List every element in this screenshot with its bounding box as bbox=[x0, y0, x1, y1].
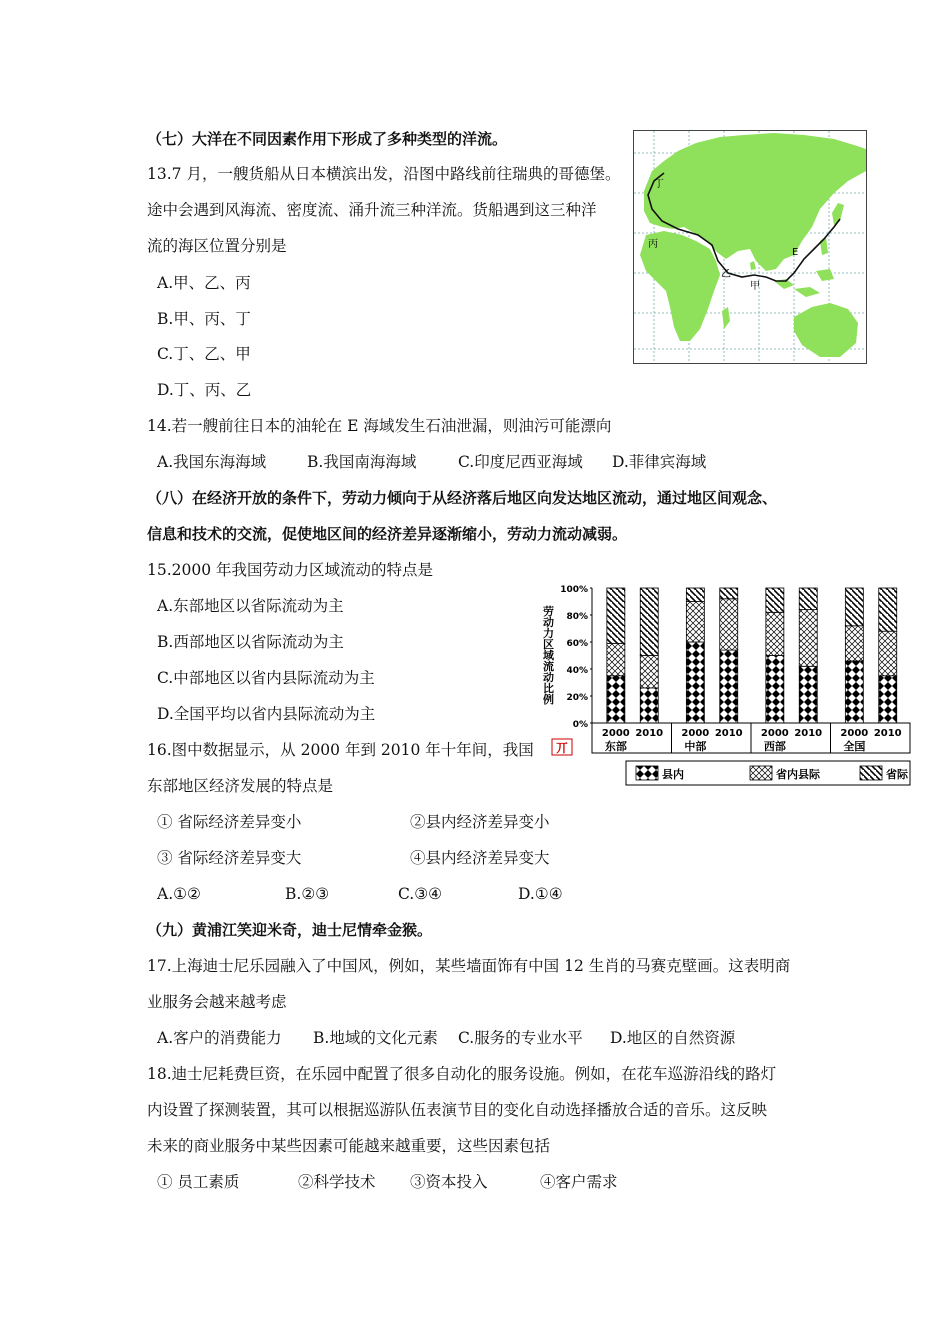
y-axis-title: 劳动力区域流动比例 bbox=[541, 605, 555, 705]
bar-segment bbox=[720, 588, 738, 599]
q15-option-b: B.西部地区以省际流动为主 bbox=[157, 633, 344, 651]
bar-segment bbox=[720, 599, 738, 650]
x-year-label: 2010 bbox=[794, 728, 823, 739]
q14-option-d: D.菲律宾海域 bbox=[612, 453, 707, 471]
q16-option-b: B.②③ bbox=[285, 885, 330, 903]
section9-heading: （九）黄浦江笑迎米奇，迪士尼情牵金猴。 bbox=[147, 921, 433, 939]
bar-segment bbox=[879, 631, 897, 676]
labor-flow-chart-svg bbox=[540, 578, 915, 790]
bar-segment bbox=[640, 688, 658, 723]
q14-option-b: B.我国南海海域 bbox=[307, 453, 417, 471]
bar-segment bbox=[845, 661, 863, 723]
bar-segment bbox=[766, 656, 784, 724]
q15-stem: 15.2000 年我国劳动力区域流动的特点是 bbox=[147, 561, 434, 579]
y-tick-label: 80% bbox=[566, 612, 588, 622]
q17-option-d: D.地区的自然资源 bbox=[610, 1029, 736, 1047]
bar-segment bbox=[845, 588, 863, 626]
bar-segment bbox=[879, 588, 897, 631]
q18-item-1: ① 员工素质 bbox=[157, 1173, 240, 1191]
q16-option-d: D.①④ bbox=[518, 885, 563, 903]
bar-segment bbox=[766, 588, 784, 612]
bar-segment bbox=[686, 602, 704, 643]
q16-item-1: ① 省际经济差异变小 bbox=[157, 813, 302, 831]
q13-line3: 流的海区位置分别是 bbox=[147, 237, 287, 255]
bar-segment bbox=[799, 666, 817, 723]
legend-swatch bbox=[750, 766, 772, 780]
q15-option-d: D.全国平均以省内县际流动为主 bbox=[157, 705, 376, 723]
x-group-label: 全国 bbox=[843, 740, 866, 753]
q13-line1: 13.7 月，一艘货船从日本横滨出发，沿图中路线前往瑞典的哥德堡。 bbox=[147, 165, 621, 183]
bar-segment bbox=[799, 610, 817, 667]
bar-segment bbox=[607, 676, 625, 723]
q13-option-c: C.丁、乙、甲 bbox=[157, 345, 251, 363]
q13-option-b: B.甲、丙、丁 bbox=[157, 310, 251, 328]
q18-item-4: ④客户需求 bbox=[540, 1173, 618, 1191]
x-year-label: 2000 bbox=[760, 728, 789, 739]
q18-item-3: ③资本投入 bbox=[410, 1173, 488, 1191]
bar-segment bbox=[766, 612, 784, 655]
y-tick-label: 40% bbox=[566, 666, 588, 676]
x-year-label: 2000 bbox=[840, 728, 869, 739]
q17-option-c: C.服务的专业水平 bbox=[458, 1029, 583, 1047]
x-year-label: 2000 bbox=[681, 728, 710, 739]
map-label-bing: 丙 bbox=[648, 239, 658, 250]
q16-item-2: ②县内经济差异变小 bbox=[410, 813, 550, 831]
y-tick-label: 100% bbox=[560, 585, 588, 595]
legend-swatch bbox=[860, 766, 882, 780]
map-label-e: E bbox=[792, 247, 799, 258]
q18-line2: 内设置了探测装置，其可以根据巡游队伍表演节目的变化自动选择播放合适的音乐。这反映 bbox=[147, 1101, 768, 1119]
bar-segment bbox=[720, 650, 738, 723]
section8-heading-line2: 信息和技术的交流，促使地区间的经济差异逐渐缩小，劳动力流动减弱。 bbox=[147, 525, 628, 543]
y-tick-label: 60% bbox=[566, 639, 588, 649]
y-tick-label: 20% bbox=[566, 693, 588, 703]
legend-label: 省际 bbox=[886, 768, 908, 781]
q15-option-a: A.东部地区以省际流动为主 bbox=[157, 597, 344, 615]
section7-heading: （七）大洋在不同因素作用下形成了多种类型的洋流。 bbox=[147, 130, 508, 148]
bar-segment bbox=[640, 588, 658, 656]
ocean-route-map bbox=[633, 130, 867, 364]
q13-option-a: A.甲、乙、丙 bbox=[157, 274, 251, 292]
map-svg bbox=[634, 131, 866, 363]
x-group-label: 东部 bbox=[604, 740, 627, 753]
map-label-ding: 丁 bbox=[654, 179, 664, 190]
corner-label: 丌 bbox=[555, 741, 569, 755]
bar-segment bbox=[686, 588, 704, 602]
legend-swatch bbox=[636, 766, 658, 780]
bar-segment bbox=[799, 588, 817, 610]
q18-item-2: ②科学技术 bbox=[298, 1173, 376, 1191]
x-year-label: 2000 bbox=[601, 728, 630, 739]
x-year-label: 2010 bbox=[873, 728, 902, 739]
bar-segment bbox=[607, 588, 625, 643]
q13-line2: 途中会遇到风海流、密度流、涌升流三种洋流。货船遇到这三种洋 bbox=[147, 201, 597, 219]
q18-line1: 18.迪士尼耗费巨资，在乐园中配置了很多自动化的服务设施。例如，在花车巡游沿线的路灯 bbox=[147, 1065, 777, 1083]
x-year-label: 2010 bbox=[635, 728, 664, 739]
q14-stem: 14.若一艘前往日本的油轮在 E 海域发生石油泄漏，则油污可能漂向 bbox=[147, 417, 612, 435]
legend-label: 省内县际 bbox=[776, 768, 820, 781]
bar-segment bbox=[879, 676, 897, 723]
bar-segment bbox=[607, 643, 625, 675]
q17-option-b: B.地域的文化元素 bbox=[313, 1029, 438, 1047]
q16-option-c: C.③④ bbox=[398, 885, 443, 903]
bar-segment bbox=[686, 642, 704, 723]
q17-option-a: A.客户的消费能力 bbox=[157, 1029, 282, 1047]
x-year-label: 2010 bbox=[714, 728, 743, 739]
q14-option-c: C.印度尼西亚海域 bbox=[458, 453, 583, 471]
x-group-label: 中部 bbox=[684, 740, 707, 753]
q15-option-c: C.中部地区以省内县际流动为主 bbox=[157, 669, 375, 687]
map-label-yi: 乙 bbox=[721, 269, 731, 280]
labor-flow-chart bbox=[540, 578, 915, 790]
q14-option-a: A.我国东海海域 bbox=[157, 453, 267, 471]
y-tick-label: 0% bbox=[572, 720, 588, 730]
q17-line1: 17.上海迪士尼乐园融入了中国风，例如，某些墙面饰有中国 12 生肖的马赛克壁画。这表明商 bbox=[147, 957, 791, 975]
q13-option-d: D.丁、丙、乙 bbox=[157, 381, 252, 399]
legend-label: 县内 bbox=[662, 768, 684, 781]
bar-segment bbox=[845, 626, 863, 661]
q16-item-3: ③ 省际经济差异变大 bbox=[157, 849, 302, 867]
map-label-jia: 甲 bbox=[750, 281, 760, 292]
q16-option-a: A.①② bbox=[157, 885, 201, 903]
x-group-label: 西部 bbox=[763, 740, 786, 753]
bar-segment bbox=[640, 656, 658, 688]
section8-heading-line1: （八）在经济开放的条件下，劳动力倾向于从经济落后地区向发达地区流动，通过地区间观念、 bbox=[147, 489, 778, 507]
q16-line1: 16.图中数据显示，从 2000 年到 2010 年十年间，我国 bbox=[147, 741, 534, 759]
q17-line2: 业服务会越来越考虑 bbox=[147, 993, 287, 1011]
q18-line3: 未来的商业服务中某些因素可能越来越重要，这些因素包括 bbox=[147, 1137, 551, 1155]
q16-line2: 东部地区经济发展的特点是 bbox=[147, 777, 334, 795]
q16-item-4: ④县内经济差异变大 bbox=[410, 849, 550, 867]
